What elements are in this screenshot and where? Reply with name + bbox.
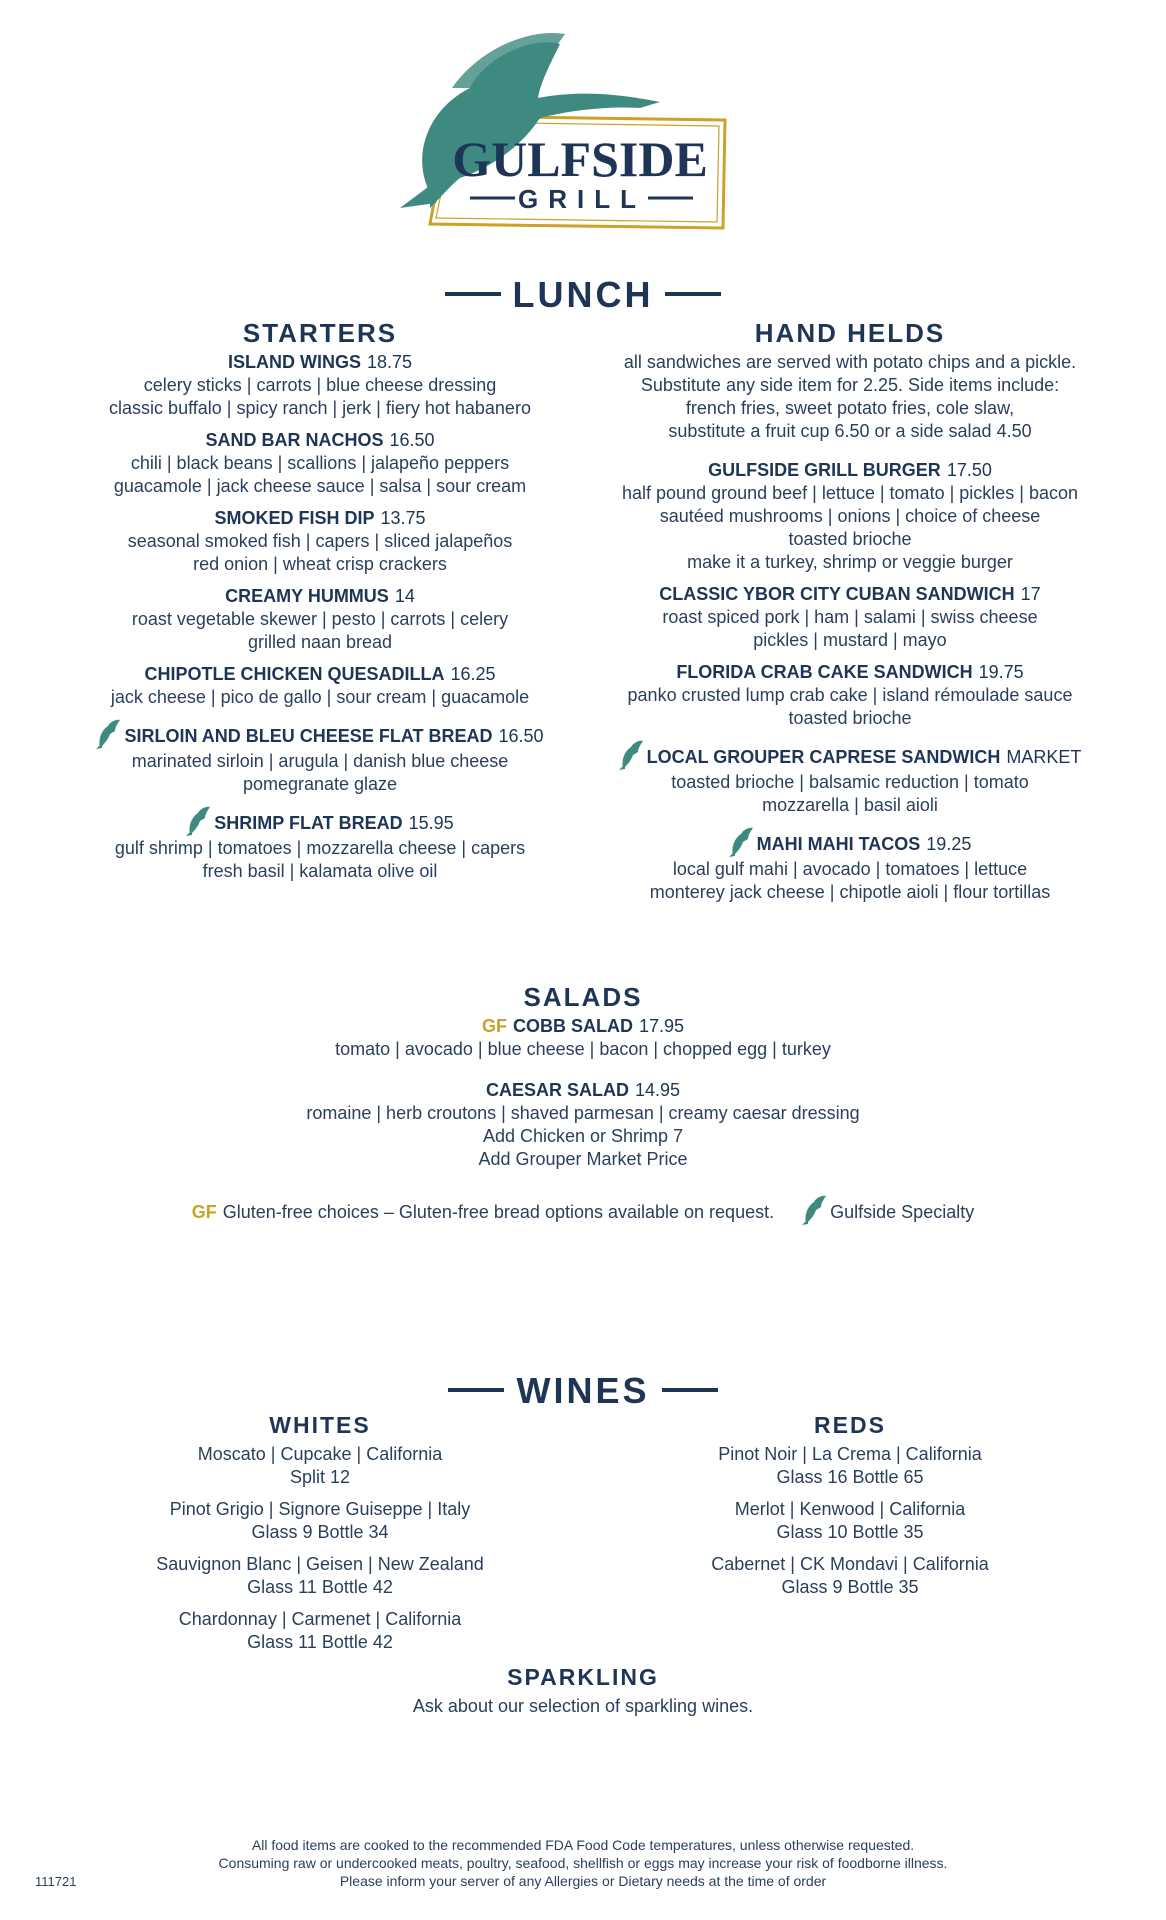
wine-name: Chardonnay | Carmenet | California: [178, 1609, 462, 1629]
footer-line: All food items are cooked to the recommended FDA Food Code temperatures, unless otherwise requested.: [251, 1837, 915, 1853]
menu-item: [60, 351, 580, 420]
footer-disclaimer: [0, 1836, 1166, 1890]
wine-item: [590, 1498, 1110, 1544]
wine-price: Glass 11 Bottle 42: [247, 1632, 393, 1652]
wine-price: Split 12: [289, 1467, 351, 1487]
heading-rule-left: [448, 1388, 504, 1392]
item-desc: toasted brioche: [788, 529, 912, 549]
wine-price: Glass 16 Bottle 65: [776, 1467, 924, 1487]
intro-line: substitute a fruit cup 6.50 or a side salad 4.50: [668, 421, 1032, 441]
footer-line: Consuming raw or undercooked meats, poultry, seafood, shellfish or eggs may increase your risk of foodborne illness.: [218, 1855, 948, 1871]
specialty-sailfish-icon: [96, 718, 122, 750]
salad-item-caesar: [183, 1079, 983, 1171]
menu-item: [60, 663, 580, 709]
handhelds-heading: HAND HELDS: [754, 318, 946, 348]
intro-line: Substitute any side item for 2.25. Side items include:: [640, 375, 1060, 395]
wine-name: Pinot Grigio | Signore Guiseppe | Italy: [169, 1499, 471, 1519]
whites-list: [60, 1443, 580, 1654]
reds-list: [590, 1443, 1110, 1599]
reds-section: [590, 1414, 1110, 1608]
menu-item: [60, 805, 580, 883]
item-price: 18.75: [366, 352, 413, 372]
logo-word-gulfside: GULFSIDE: [452, 131, 708, 187]
menu-item: [590, 583, 1110, 652]
item-name: COBB SALAD: [512, 1016, 633, 1036]
item-desc: romaine | herb croutons | shaved parmesan | creamy caesar dressing: [306, 1103, 860, 1123]
item-desc: guacamole | jack cheese sauce | salsa | sour cream: [113, 476, 527, 496]
specialty-sailfish-icon: [729, 826, 755, 858]
wine-item: [60, 1498, 580, 1544]
item-desc: monterey jack cheese | chipotle aioli | flour tortillas: [649, 882, 1051, 902]
item-desc: sautéed mushrooms | onions | choice of cheese: [659, 506, 1041, 526]
item-desc: roast vegetable skewer | pesto | carrots | celery: [131, 609, 509, 629]
salad-item-cobb: [183, 1015, 983, 1061]
item-desc: gulf shrimp | tomatoes | mozzarella cheese | capers: [114, 838, 526, 858]
item-price: 14: [394, 586, 415, 606]
item-name: ISLAND WINGS: [227, 352, 361, 372]
wine-price: Glass 11 Bottle 42: [247, 1577, 393, 1597]
starters-list: [60, 351, 580, 883]
item-name: GULFSIDE GRILL BURGER: [708, 460, 941, 480]
menu-code: 111721: [35, 1874, 77, 1889]
specialty-sailfish-icon: [619, 739, 645, 771]
wine-name: Merlot | Kenwood | California: [734, 1499, 966, 1519]
menu-item: [590, 826, 1110, 904]
menu-item: [60, 429, 580, 498]
item-price: 14.95: [634, 1080, 681, 1100]
gf-badge: GF: [481, 1016, 507, 1036]
item-desc: classic buffalo | spicy ranch | jerk | fiery hot habanero: [109, 398, 531, 418]
item-price: 17.95: [638, 1016, 685, 1036]
item-price: 13.75: [380, 508, 426, 528]
item-desc: celery sticks | carrots | blue cheese dressing: [143, 375, 497, 395]
item-desc: local gulf mahi | avocado | tomatoes | lettuce: [672, 859, 1028, 879]
heading-rule-right: [662, 1388, 718, 1392]
heading-rule-left: [445, 292, 501, 296]
item-desc: jack cheese | pico de gallo | sour cream | guacamole: [110, 687, 530, 707]
item-name: LOCAL GROUPER CAPRESE SANDWICH: [646, 747, 1001, 767]
handhelds-section: [590, 318, 1110, 913]
specialty-sailfish-icon: [186, 805, 212, 837]
wines-heading: [0, 1370, 1166, 1412]
item-desc: grilled naan bread: [247, 632, 393, 652]
lunch-heading-text: LUNCH: [512, 274, 654, 315]
wines-heading-text: WINES: [516, 1370, 650, 1411]
footer-line: Please inform your server of any Allergies or Dietary needs at the time of order: [339, 1873, 827, 1889]
gf-legend-text: Gluten-free choices – Gluten-free bread options available on request.: [222, 1202, 775, 1222]
item-name: SAND BAR NACHOS: [205, 430, 384, 450]
specialty-sailfish-icon: [802, 1194, 828, 1226]
salads-heading: SALADS: [523, 982, 643, 1012]
item-price: 16.25: [450, 664, 496, 684]
sparkling-line: Ask about our selection of sparkling wines.: [412, 1696, 754, 1716]
sparkling-section: [283, 1666, 883, 1718]
item-name: CLASSIC YBOR CITY CUBAN SANDWICH: [659, 584, 1015, 604]
handhelds-intro: [590, 351, 1110, 443]
item-desc: pickles | mustard | mayo: [753, 630, 947, 650]
item-price: 17.50: [946, 460, 992, 480]
logo-word-grill: GRILL: [518, 184, 646, 214]
wine-item: [590, 1443, 1110, 1489]
item-price: 19.25: [926, 834, 972, 854]
item-desc: red onion | wheat crisp crackers: [193, 554, 447, 574]
wine-item: [60, 1553, 580, 1599]
menu-item: [590, 661, 1110, 730]
whites-section: [60, 1414, 580, 1663]
handhelds-list: [590, 459, 1110, 904]
intro-line: french fries, sweet potato fries, cole slaw,: [685, 398, 1015, 418]
item-desc: make it a turkey, shrimp or veggie burger: [687, 552, 1013, 572]
item-desc: pomegranate glaze: [242, 774, 398, 794]
item-name: MAHI MAHI TACOS: [756, 834, 921, 854]
item-desc: chili | black beans | scallions | jalapeño peppers: [130, 453, 510, 473]
item-name: CHIPOTLE CHICKEN QUESADILLA: [144, 664, 445, 684]
item-desc: Add Chicken or Shrimp 7: [482, 1126, 684, 1146]
item-price: MARKET: [1006, 747, 1082, 767]
wine-price: Glass 9 Bottle 35: [781, 1577, 919, 1597]
item-name: FLORIDA CRAB CAKE SANDWICH: [676, 662, 973, 682]
item-desc: marinated sirloin | arugula | danish blue cheese: [131, 751, 509, 771]
item-desc: toasted brioche | balsamic reduction | tomato: [671, 772, 1029, 792]
menu-item: [60, 585, 580, 654]
menu-item: [60, 507, 580, 576]
item-name: SHRIMP FLAT BREAD: [214, 813, 403, 833]
item-desc: toasted brioche: [788, 708, 912, 728]
menu-item: [60, 718, 580, 796]
gf-badge: GF: [191, 1202, 217, 1222]
item-desc: seasonal smoked fish | capers | sliced jalapeños: [127, 531, 513, 551]
whites-heading: WHITES: [269, 1412, 371, 1438]
intro-line: all sandwiches are served with potato chips and a pickle.: [623, 352, 1077, 372]
heading-rule-right: [665, 292, 721, 296]
specialty-legend-text: Gulfside Specialty: [830, 1202, 975, 1222]
lunch-heading: [0, 274, 1166, 316]
wine-name: Moscato | Cupcake | California: [197, 1444, 443, 1464]
item-price: 17: [1020, 584, 1041, 604]
item-desc: panko crusted lump crab cake | island rémoulade sauce: [627, 685, 1073, 705]
starters-section: [60, 318, 580, 892]
item-price: 15.95: [408, 813, 454, 833]
item-desc: tomato | avocado | blue cheese | bacon | chopped egg | turkey: [335, 1039, 831, 1059]
item-desc: half pound ground beef | lettuce | tomato | pickles | bacon: [622, 483, 1078, 503]
wine-price: Glass 10 Bottle 35: [776, 1522, 924, 1542]
menu-item: [590, 459, 1110, 574]
wine-name: Pinot Noir | La Crema | California: [718, 1444, 982, 1464]
wine-item: [60, 1608, 580, 1654]
menu-item: [590, 739, 1110, 817]
item-name: SMOKED FISH DIP: [214, 508, 375, 528]
wine-item: [60, 1443, 580, 1489]
sparkling-heading: SPARKLING: [507, 1664, 659, 1690]
item-desc: mozzarella | basil aioli: [762, 795, 938, 815]
starters-heading: STARTERS: [242, 318, 398, 348]
wine-price: Glass 9 Bottle 34: [251, 1522, 389, 1542]
menu-legend: [0, 1194, 1166, 1226]
item-price: 19.75: [978, 662, 1024, 682]
item-name: CREAMY HUMMUS: [225, 586, 389, 606]
item-desc: roast spiced pork | ham | salami | swiss cheese: [662, 607, 1038, 627]
item-desc: fresh basil | kalamata olive oil: [202, 861, 438, 881]
gulfside-grill-logo: [390, 28, 750, 238]
item-name: CAESAR SALAD: [485, 1080, 629, 1100]
reds-heading: REDS: [814, 1412, 886, 1438]
salads-section: [183, 982, 983, 1180]
item-price: 16.50: [389, 430, 435, 450]
item-name: SIRLOIN AND BLEU CHEESE FLAT BREAD: [124, 726, 493, 746]
item-price: 16.50: [498, 726, 544, 746]
wine-item: [590, 1553, 1110, 1599]
wine-name: Sauvignon Blanc | Geisen | New Zealand: [156, 1554, 484, 1574]
item-desc: Add Grouper Market Price: [478, 1149, 688, 1169]
wine-name: Cabernet | CK Mondavi | California: [711, 1554, 989, 1574]
